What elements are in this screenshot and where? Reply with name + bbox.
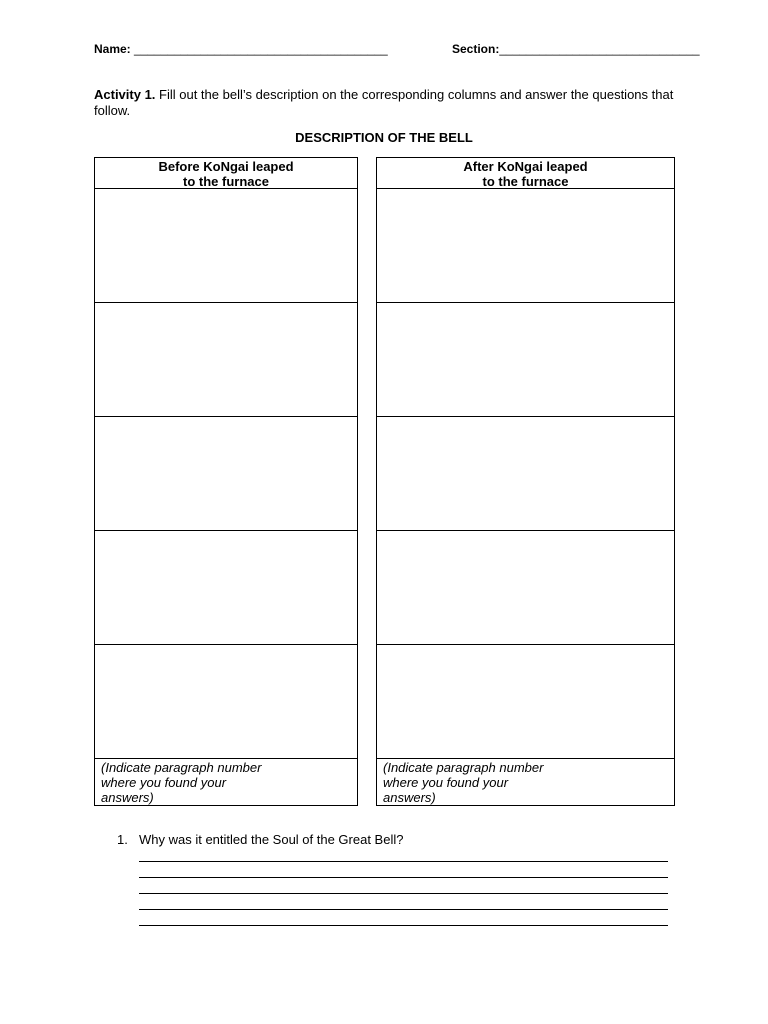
before-header-line-1: Before KoNgai leaped <box>158 159 294 174</box>
before-answer-cell-1[interactable] <box>95 189 357 303</box>
before-note-line-1: (Indicate paragraph number <box>101 760 262 775</box>
table-title: DESCRIPTION OF THE BELL <box>295 130 473 145</box>
before-paragraph-note-cell[interactable] <box>95 759 357 805</box>
after-column <box>376 157 675 806</box>
question-1 <box>117 832 403 847</box>
after-note-line-2: where you found your <box>383 775 509 790</box>
before-column-header <box>95 158 357 189</box>
answer-line[interactable] <box>139 878 668 894</box>
activity-label: Activity 1. <box>94 87 156 102</box>
before-answer-cell-2[interactable] <box>95 303 357 417</box>
after-note-line-1: (Indicate paragraph number <box>383 760 544 775</box>
after-paragraph-note-cell[interactable] <box>377 759 674 805</box>
answer-line[interactable] <box>139 910 668 926</box>
answer-line[interactable] <box>139 894 668 910</box>
after-answer-cell-5[interactable] <box>377 645 674 759</box>
answer-line[interactable] <box>139 862 668 878</box>
section-blank-line[interactable]: ______________________________ <box>499 42 700 56</box>
after-header-line-2: to the furnace <box>482 174 569 189</box>
question-text: Why was it entitled the Soul of the Great Bell? <box>139 832 404 847</box>
name-field[interactable] <box>94 42 388 56</box>
answer-line[interactable] <box>139 846 668 862</box>
after-column-header <box>377 158 674 189</box>
before-answer-cell-3[interactable] <box>95 417 357 531</box>
activity-instructions <box>94 87 674 119</box>
name-label: Name: <box>94 42 131 56</box>
after-note-line-3: answers) <box>383 790 436 805</box>
after-answer-cell-1[interactable] <box>377 189 674 303</box>
before-answer-cell-4[interactable] <box>95 531 357 645</box>
before-note-line-2: where you found your <box>101 775 227 790</box>
before-header-line-2: to the furnace <box>183 174 269 189</box>
activity-text: Fill out the bell’s description on the corresponding columns and answer the questions that follow. <box>94 87 674 118</box>
after-answer-cell-3[interactable] <box>377 417 674 531</box>
after-answer-cell-4[interactable] <box>377 531 674 645</box>
before-column <box>94 157 358 806</box>
after-answer-cell-2[interactable] <box>377 303 674 417</box>
question-number: 1. <box>117 832 128 847</box>
before-note-line-3: answers) <box>101 790 154 805</box>
question-1-answer-area[interactable] <box>139 846 668 926</box>
after-header-line-1: After KoNgai leaped <box>463 159 588 174</box>
before-answer-cell-5[interactable] <box>95 645 357 759</box>
section-label: Section: <box>452 42 500 56</box>
name-blank-line[interactable]: ______________________________________ <box>134 42 388 56</box>
section-field[interactable] <box>452 42 700 56</box>
